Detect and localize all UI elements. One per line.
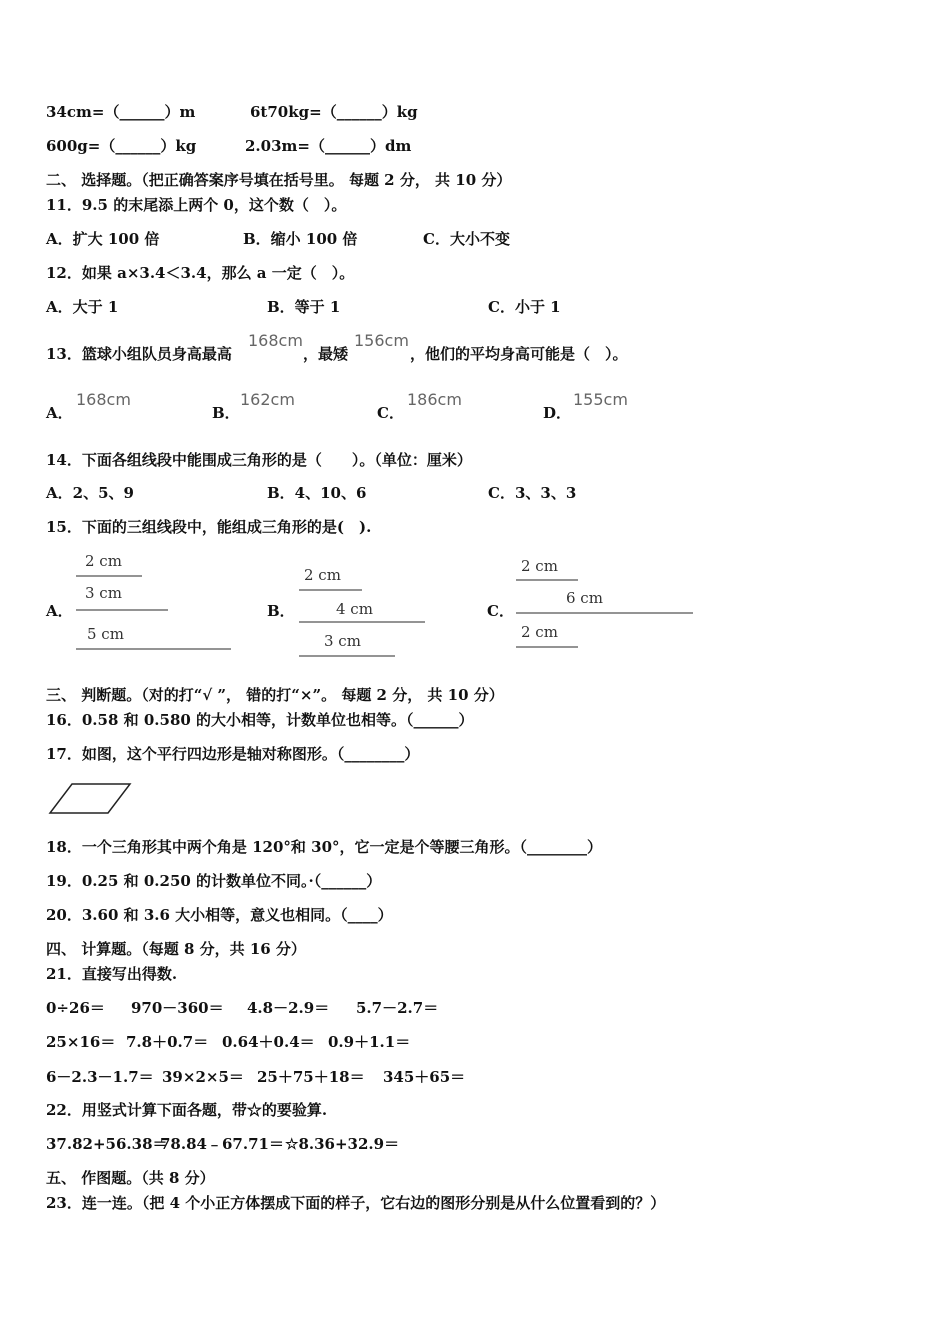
section-3-title: 三、 判断题。（对的打“√ ”， 错的打“×”。 每题 2 分， 共 10 分） (46, 686, 504, 704)
q11-option-a: A．扩大 100 倍 (46, 230, 160, 248)
q21-r3-item1: 6－2.3－1.7＝ (46, 1068, 154, 1086)
q21-r2-item3: 0.64＋0.4＝ (222, 1033, 315, 1051)
q21-r3-item3: 25＋75＋18＝ (257, 1068, 365, 1086)
section-5-title: 五、 作图题。（共 8 分） (46, 1169, 215, 1187)
q15-text: 15．下面的三组线段中，能组成三角形的是( ). (46, 518, 372, 536)
q13-option-b: B． (212, 404, 240, 422)
q15-b-seg3-label: 3 cm (324, 632, 361, 650)
q14-option-a: A．2、5、9 (46, 484, 134, 502)
q15-c-seg1-label: 2 cm (521, 557, 558, 575)
q13-option-b-value: 162cm (240, 390, 295, 409)
q22-item1: 37.82+56.38＝ (46, 1135, 168, 1153)
q13-option-d-value: 155cm (573, 390, 628, 409)
q21-r3-item4: 345＋65＝ (383, 1068, 466, 1086)
q15-a-segments (76, 552, 231, 649)
q15-a-seg2-label: 3 cm (85, 584, 122, 602)
q13-option-a: A． (46, 404, 73, 422)
q21-r3-item2: 39×2×5＝ (162, 1068, 244, 1086)
q15-c-seg3-label: 2 cm (521, 623, 558, 641)
q21-r2-item4: 0.9＋1.1＝ (328, 1033, 411, 1051)
q15-option-b: B． (267, 602, 295, 620)
q14-option-b: B．4、10、6 (267, 484, 367, 502)
q21-r1-item3: 4.8－2.9＝ (247, 999, 330, 1017)
q14-text: 14．下面各组线段中能围成三角形的是（ ）。（单位：厘米） (46, 451, 472, 469)
q12-option-a: A．大于 1 (46, 298, 119, 316)
q21-r1-item1: 0÷26＝ (46, 999, 105, 1017)
q13-text-part1: 13．篮球小组队员身高最高 (46, 345, 232, 363)
parallelogram-shape (50, 784, 130, 813)
q17-parallelogram-figure (48, 782, 132, 816)
q15-option-a: A． (46, 602, 73, 620)
q21-r2-item2: 7.8＋0.7＝ (126, 1033, 209, 1051)
q17-text: 17．如图，这个平行四边形是轴对称图形。（________） (46, 745, 420, 763)
q22-item2: 78.84﹣67.71＝ (160, 1135, 284, 1153)
q14-option-c: C．3、3、3 (488, 484, 577, 502)
q11-option-c: C．大小不变 (423, 230, 510, 248)
q12-option-c: C．小于 1 (488, 298, 561, 316)
section-4-title: 四、 计算题。（每题 8 分，共 16 分） (46, 940, 306, 958)
q13-max-height: 168cm (248, 331, 303, 350)
q21-r1-item2: 970－360＝ (131, 999, 224, 1017)
q15-c-seg2-label: 6 cm (566, 589, 603, 607)
conv-item-1: 34cm=（______）m (46, 103, 196, 121)
q22-item3: ☆8.36+32.9＝ (285, 1135, 400, 1153)
q11-option-b: B．缩小 100 倍 (243, 230, 358, 248)
q15-b-seg2-label: 4 cm (336, 600, 373, 618)
q16-text: 16．0.58 和 0.580 的大小相等，计数单位也相等。（______） (46, 711, 474, 729)
q11-text: 11．9.5 的末尾添上两个 0，这个数（ ）。 (46, 196, 347, 214)
q21-text: 21．直接写出得数. (46, 965, 178, 983)
q21-r1-item4: 5.7－2.7＝ (356, 999, 439, 1017)
q20-text: 20．3.60 和 3.6 大小相等，意义也相同。（____） (46, 906, 393, 924)
q13-option-a-value: 168cm (76, 390, 131, 409)
section-2-title: 二、 选择题。（把正确答案序号填在括号里。 每题 2 分， 共 10 分） (46, 171, 512, 189)
q15-b-segments (299, 566, 425, 656)
q13-text-part3: ，他们的平均身高可能是（ ）。 (410, 345, 628, 363)
conv-item-3: 600g=（______）kg (46, 137, 197, 155)
q15-b-seg1-label: 2 cm (304, 566, 341, 584)
q15-option-c: C． (487, 602, 514, 620)
q15-a-seg1-label: 2 cm (85, 552, 122, 570)
q13-min-height: 156cm (354, 331, 409, 350)
q23-text: 23．连一连。（把 4 个小正方体摆成下面的样子，它右边的图形分别是从什么位置看到的？） (46, 1194, 666, 1212)
q13-text-part2: ，最矮 (303, 345, 349, 363)
q12-text: 12．如果 a×3.4＜3.4，那么 a 一定（ ）。 (46, 264, 355, 282)
q15-a-seg3-label: 5 cm (87, 625, 124, 643)
conv-item-4: 2.03m=（______）dm (245, 137, 412, 155)
q15-c-segments (516, 557, 693, 647)
q13-option-c-value: 186cm (407, 390, 462, 409)
q18-text: 18．一个三角形其中两个角是 120°和 30°，它一定是个等腰三角形。（________） (46, 838, 603, 856)
q21-r2-item1: 25×16＝ (46, 1033, 116, 1051)
conv-item-2: 6t70kg=（______）kg (250, 103, 418, 121)
q19-text: 19．0.25 和 0.250 的计数单位不同。·（______） (46, 872, 382, 890)
q12-option-b: B．等于 1 (267, 298, 341, 316)
q13-option-d: D． (543, 404, 572, 422)
q22-text: 22．用竖式计算下面各题，带☆的要验算. (46, 1101, 328, 1119)
q13-option-c: C． (377, 404, 404, 422)
